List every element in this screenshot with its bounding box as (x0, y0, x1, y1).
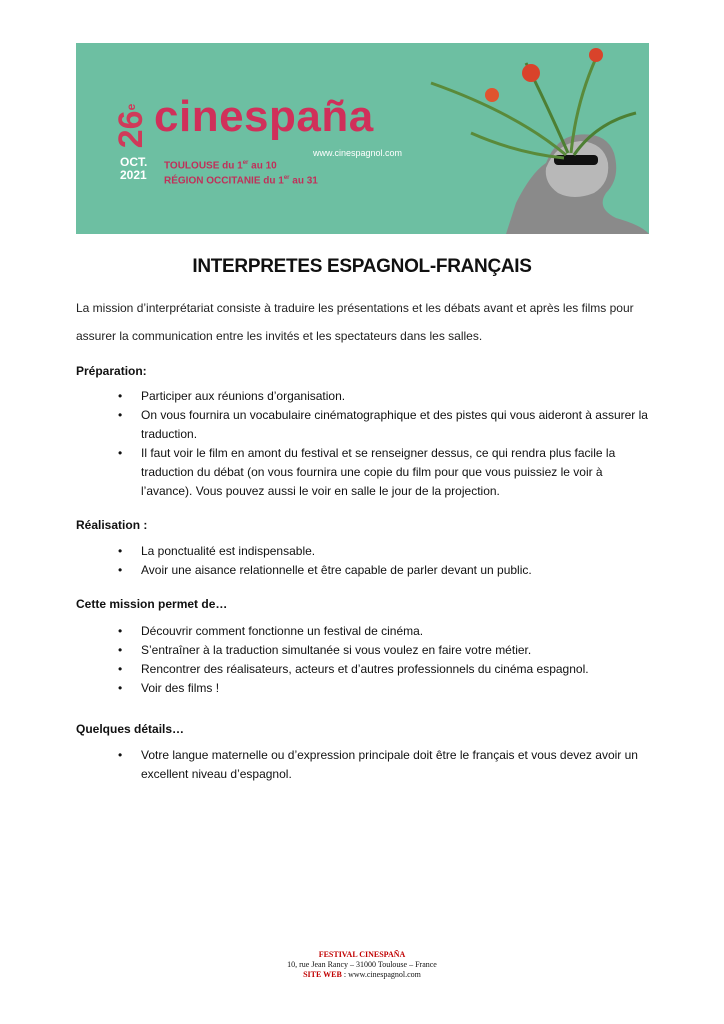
list-item: • Avoir une aisance relationnelle et être capable de parler devant un public. (76, 561, 656, 580)
intro-paragraph: La mission d’interprétariat consiste à traduire les présentations et les débats avant et après les films pour assurer la communication entre les invités et les spectateurs dans les salles. (76, 301, 634, 343)
flower (589, 48, 603, 62)
dates-line-2-sup: er (283, 175, 290, 182)
list-item: • Votre langue maternelle ou d’expression principale doit être le français et vous devez avoir un excellent niveau d’espagnol. (76, 746, 656, 784)
footer-site (0, 970, 724, 980)
section-heading: Réalisation : (76, 518, 148, 532)
footer-site-value: : www.cinespagnol.com (341, 970, 421, 979)
edition-number (106, 103, 156, 149)
bullet-list (76, 542, 656, 580)
section-heading: Cette mission permet de… (76, 597, 228, 611)
section-mission (76, 597, 656, 698)
edition-suffix: e (124, 103, 138, 111)
dates-line-1a: TOULOUSE du 1 (164, 160, 243, 172)
banner-month-year (120, 156, 147, 182)
section-realisation (76, 518, 656, 580)
section-heading: Préparation: (76, 364, 147, 378)
flower (485, 88, 499, 102)
banner-website: www.cinespagnol.com (313, 148, 403, 158)
dates-line-2b: au 31 (289, 175, 318, 187)
dates-line-1-sup: er (242, 160, 249, 166)
brand-logo: cinespaña (154, 92, 374, 141)
festival-banner (76, 43, 649, 234)
list-item: • Participer aux réunions d’organisation. (76, 387, 656, 406)
list-item: • On vous fournira un vocabulaire cinématographique et des pistes qui vous aideront à assurer la traduction. (76, 406, 656, 444)
dates-line-2 (164, 172, 318, 187)
dates-line-2a: RÉGION OCCITANIE du 1 (164, 175, 284, 187)
list-item: • Voir des films ! (76, 679, 656, 698)
footer-site-label: SITE WEB (303, 970, 342, 979)
list-item: • La ponctualité est indispensable. (76, 542, 656, 561)
edition-number-value: 26 (111, 110, 150, 149)
page-title: INTERPRETES ESPAGNOL-FRANÇAIS (192, 256, 532, 277)
section-preparation (76, 364, 656, 501)
footer-address: 10, rue Jean Rancy – 31000 Toulouse – France (287, 960, 437, 969)
bullet-list (76, 622, 656, 698)
banner-dates (164, 157, 318, 188)
banner-month: OCT. (120, 155, 148, 169)
list-item: • Rencontrer des réalisateurs, acteurs et d’autres professionnels du cinéma espagnol. (76, 660, 656, 679)
section-details (76, 722, 656, 784)
banner-year: 2021 (120, 168, 147, 182)
leaf (471, 133, 564, 158)
list-item: • Il faut voir le film en amont du festival et se renseigner dessus, ce qui rendra plus facile la traduction du débat (on vous fournira une copie du film pour que vous puissiez le voir à l’avance). Vous pouvez aussi le voir en salle le jour de la projection. (76, 444, 656, 501)
list-item: • S’entraîner à la traduction simultanée si vous voulez en faire votre métier. (76, 641, 656, 660)
footer (0, 950, 724, 980)
dates-line-1 (164, 157, 318, 172)
list-item: • Découvrir comment fonctionne un festival de cinéma. (76, 622, 656, 641)
bullet-list (76, 746, 656, 784)
dates-line-1b: au 10 (248, 160, 277, 172)
flower (522, 64, 540, 82)
footer-org: FESTIVAL CINESPAÑA (318, 950, 406, 959)
bullet-list (76, 387, 656, 501)
section-heading: Quelques détails… (76, 722, 185, 736)
